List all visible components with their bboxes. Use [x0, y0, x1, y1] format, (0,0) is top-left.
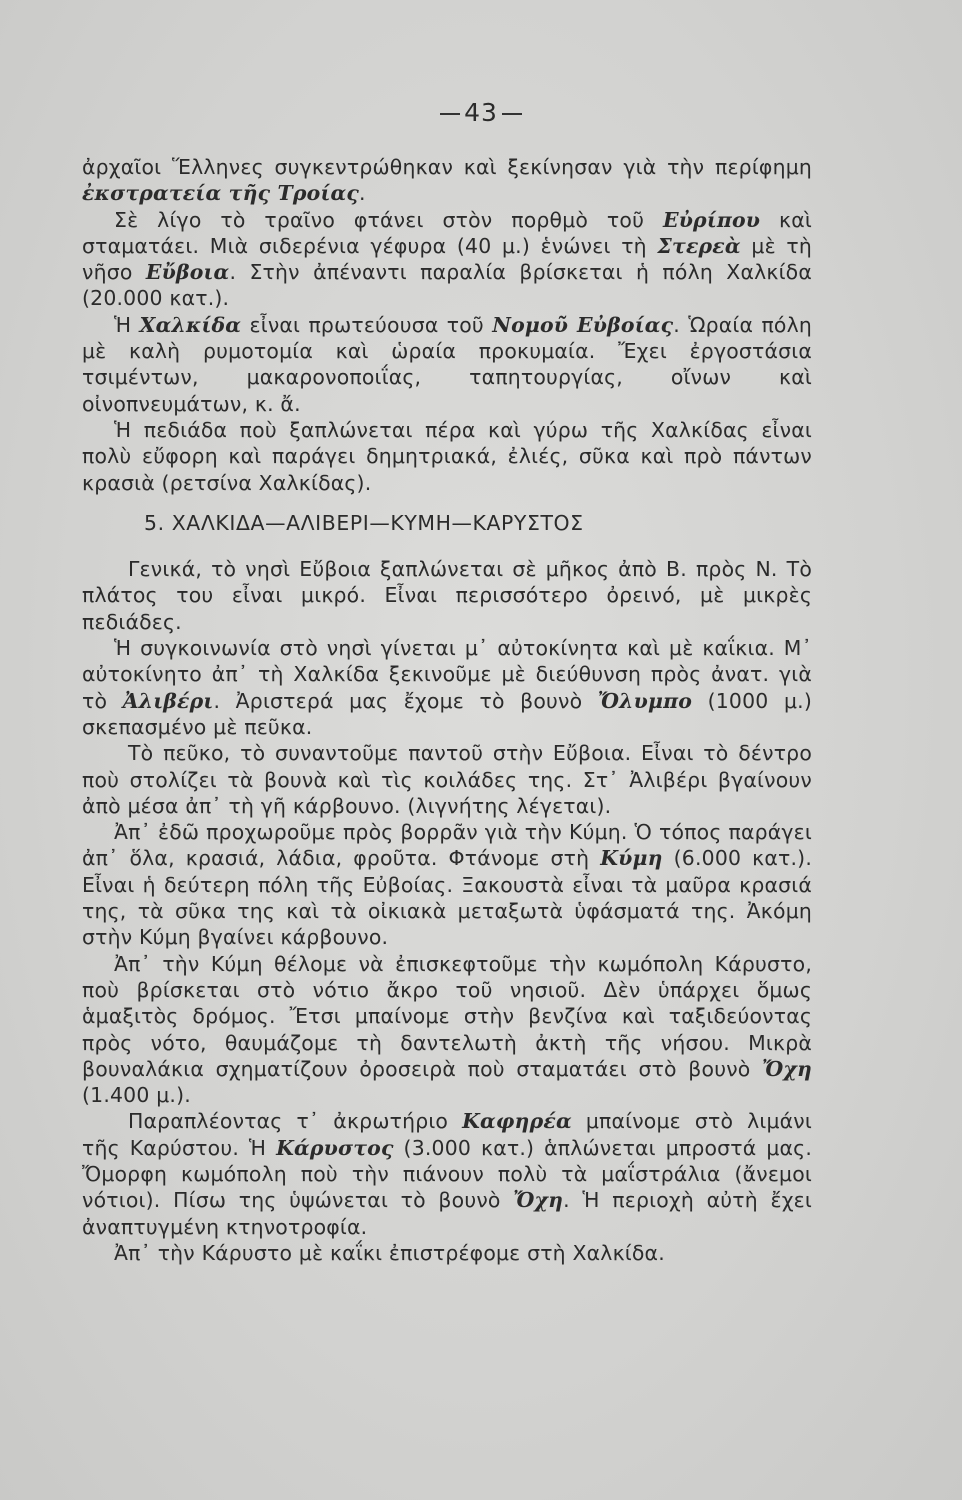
text-run: Ἀπ᾽ ἐδῶ προχωροῦμε πρὸς βορρᾶν γιὰ τὴν Κύμη. Ὁ τόπος παράγει ἀπ᾽ ὅλα, κρασιά, λάδια, φροῦτα. Φτάνομε στὴ — [82, 820, 812, 871]
text-run: . Στὴν ἀπέναντι παραλία βρίσκεται ἡ πόλη Χαλκίδα (20.000 κατ.). — [82, 260, 813, 311]
text-run: (3.000 κατ.) ἁπλώνεται μπροστά μας. Ὄμορφη κωμόπολη ποὺ τὴν πιάνουν πολὺ τὰ μαΐστράλια (ἄνεμοι νότιοι). Πίσω της ὑψώνεται τὸ βουνὸ — [82, 1135, 813, 1213]
text-run: . Ἀριστερά μας ἔχομε τὸ βουνὸ — [213, 688, 598, 713]
paragraph — [82, 312, 812, 417]
emphasized-name: Χαλκίδα — [139, 312, 242, 337]
text-run: . — [359, 181, 366, 206]
emphasized-name: Ὄχη — [762, 1056, 812, 1081]
paragraph — [82, 556, 812, 635]
text-run: . Ὡραία πόλη μὲ καλὴ ρυμοτομία καὶ ὡραία προκυμαία. Ἔχει ἐργοστάσια τσιμέντων, μακαρονοποιΐας, ταπητουργίας, οἴνων καὶ οἰνοπνευμάτων, κ. ἄ. — [82, 312, 813, 416]
text-run: εἶναι πρωτεύουσα τοῦ — [241, 312, 493, 337]
text-run: Ἡ πεδιάδα ποὺ ξαπλώνεται πέρα καὶ γύρω τῆς Χαλκίδας εἶναι πολὺ εὔφορη καὶ παράγει δημητριακά, ἐλιές, σῦκα καὶ πρὸ πάντων κρασιὰ (ρετσίνα Χαλκίδας). — [82, 417, 812, 495]
page-number — [0, 98, 962, 127]
emphasized-name: Εὐρίπου — [662, 207, 761, 232]
paragraph — [82, 207, 812, 312]
emphasized-name: Κάρυστος — [276, 1135, 394, 1160]
emphasized-name: Νομοῦ Εὐβοίας — [492, 312, 674, 337]
text-run: Ἡ — [114, 312, 140, 337]
section-heading: 5. ΧΑΛΚΙΔΑ—ΑΛΙΒΕΡΙ—ΚΥΜΗ—ΚΑΡΥΣΤΟΣ — [144, 510, 584, 535]
emphasized-name: Καφηρέα — [462, 1109, 572, 1134]
paragraph — [82, 819, 812, 950]
text-run: μὲ τὴ νῆσο — [82, 233, 813, 285]
emphasized-name: Ὄχη — [513, 1188, 564, 1213]
text-run: μπαίνομε στὸ λιμάνι τῆς Καρύστου. Ἡ — [82, 1109, 812, 1160]
paragraph — [82, 417, 812, 496]
text-run: ἀρχαῖοι Ἕλληνες συγκεντρώθηκαν καὶ ξεκίνησαν γιὰ τὴν περίφημη — [82, 155, 812, 179]
text-run: (6.000 κατ.). Εἶναι ἡ δεύτερη πόλη τῆς Εὐβοίας. Ξακουστὰ εἶναι τὰ μαῦρα κρασιά της, τὰ σῦκα της καὶ τὰ οἰκιακὰ μεταξωτὰ ὑφάσματά της. Ἀκόμη στὴν Κύμη βγαίνει κάρβουνο. — [82, 846, 813, 950]
emphasized-name: Ἀλιβέρι — [122, 688, 214, 713]
text-run: Σὲ λίγο τὸ τραῖνο φτάνει στὸν πορθμὸ τοῦ — [114, 207, 663, 232]
text-run: (1000 μ.) σκεπασμένο μὲ πεῦκα. — [82, 688, 812, 739]
emphasized-name: Εὔβοια — [145, 260, 230, 285]
emphasized-name: Στερεὰ — [657, 233, 741, 258]
text-run: Ἀπ᾽ τὴν Κύμη θέλομε νὰ ἐπισκεφτοῦμε τὴν κωμόπολη Κάρυστο, ποὺ βρίσκεται στὸ νότιο ἄκρο τοῦ νησιοῦ. Δὲν ὑπάρχει ὅμως ἁμαξιτὸς δρόμος. Ἔτσι μπαίνομε στὴν βενζίνα καὶ ταξιδεύοντας πρὸς νότο, θαυμάζομε τὴ δαντελωτὴ ἀκτὴ τῆς νήσου. Μικρὰ βουναλάκια σχηματίζουν ὀροσειρὰ ποὺ σταματάει στὸ βουνὸ — [82, 951, 812, 1081]
text-run: (1.400 μ.). — [82, 1083, 191, 1108]
page-number-value: 43 — [464, 98, 498, 127]
paragraph — [82, 740, 812, 819]
text-run: Τὸ πεῦκο, τὸ συναντοῦμε παντοῦ στὴν Εὔβοια. Εἶναι τὸ δέντρο ποὺ στολίζει τὰ βουνὰ καὶ τὶς κοιλάδες της. Στ᾽ Ἀλιβέρι βγαίνουν ἀπὸ μέσα ἀπ᾽ τὴ γῆ κάρβουνο. (λιγνήτης λέγεται). — [82, 741, 812, 818]
text-run: Ἀπ᾽ τὴν Κάρυστο μὲ καΐκι ἐπιστρέφομε στὴ Χαλκίδα. — [114, 1240, 665, 1265]
text-run: . Ἡ περιοχὴ αὐτὴ ἔχει ἀναπτυγμένη κτηνοτροφία. — [82, 1188, 812, 1239]
emphasized-name: Κύμη — [600, 846, 663, 871]
text-run: Γενικά, τὸ νησὶ Εὔβοια ξαπλώνεται σὲ μῆκος ἀπὸ Β. πρὸς Ν. Τὸ πλάτος του εἶναι μικρό. Εἶναι περισσότερο ὀρεινό, μὲ μικρὲς πεδιάδες. — [82, 557, 812, 634]
page-number-dash-right — [502, 113, 522, 115]
page-body — [82, 154, 812, 1266]
paragraph — [82, 951, 812, 1109]
page-number-dash-left — [440, 113, 460, 115]
text-run: Παραπλέοντας τ᾽ ἀκρωτήριο — [128, 1109, 463, 1134]
paragraph — [82, 154, 812, 207]
emphasized-name: ἐκστρατεία τῆς Τροίας — [82, 181, 360, 206]
paragraph — [82, 635, 812, 740]
paragraph — [82, 1108, 812, 1239]
paragraph — [82, 1240, 812, 1266]
text-run: καὶ σταματάει. Μιὰ σιδερένια γέφυρα (40 μ.) ἑνώνει τὴ — [82, 207, 813, 258]
text-run: Ἡ συγκοινωνία στὸ νησὶ γίνεται μ᾽ αὐτοκίνητα καὶ μὲ καΐκια. Μ᾽ αὐτοκίνητο ἀπ᾽ τὴ Χαλκίδα ξεκινοῦμε μὲ διεύθυνση πρὸς ἀνατ. γιὰ τὸ — [82, 636, 812, 713]
emphasized-name: Ὄλυμπο — [597, 688, 693, 713]
